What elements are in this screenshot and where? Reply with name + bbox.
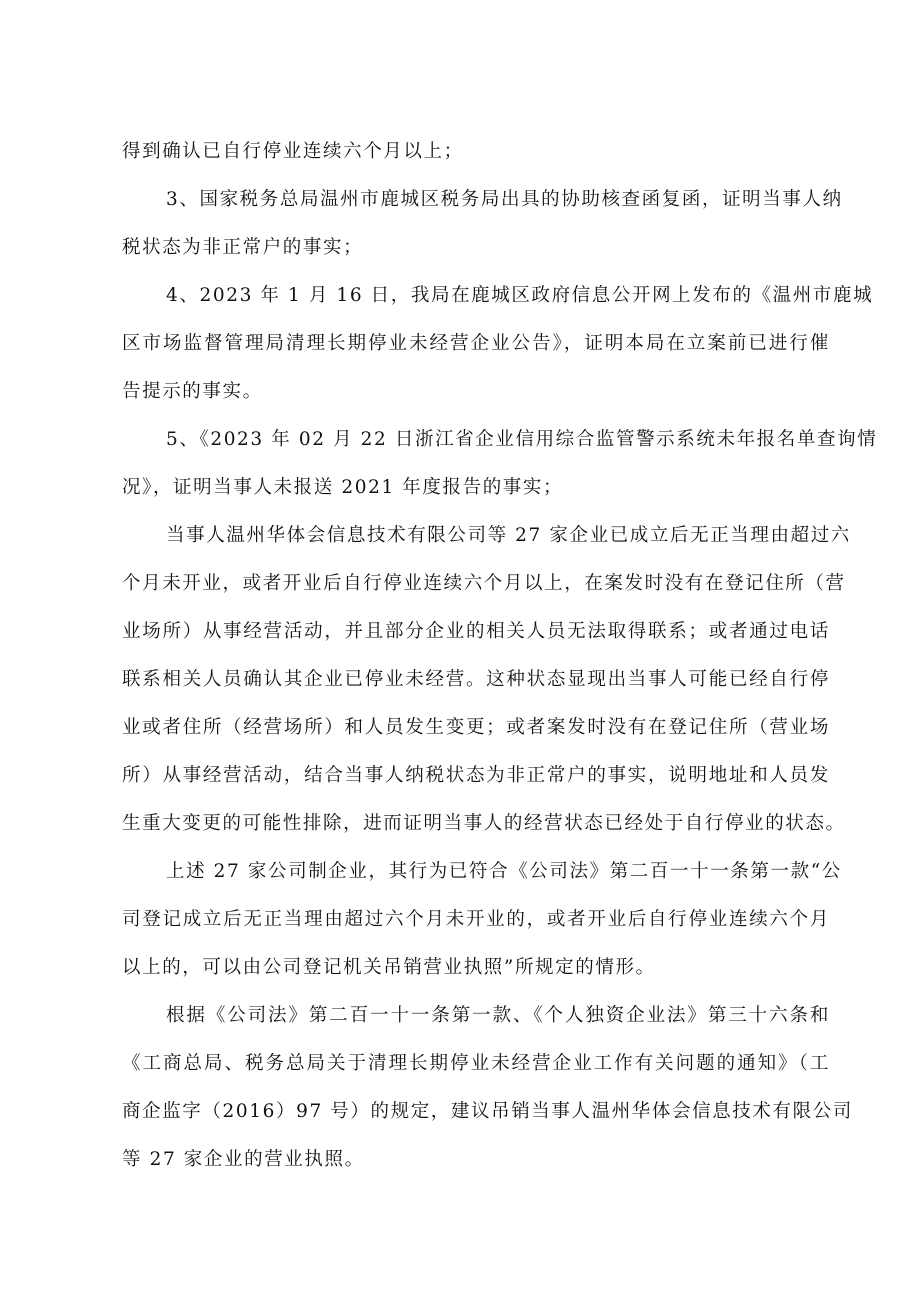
text-line: 况》，证明当事人未报送 2021 年度报告的事实； — [122, 477, 564, 498]
text-line: 个月未开业，或者开业后自行停业连续六个月以上，在案发时没有在登记住所（营 — [122, 573, 846, 594]
text-line: 上述 27 家公司制企业，其行为已符合《公司法》第二百一十一条第一款“公 — [166, 861, 842, 882]
text-line: 等 27 家企业的营业执照。 — [122, 1149, 365, 1170]
text-line: 得到确认已自行停业连续六个月以上； — [122, 141, 464, 162]
text-line: 所）从事经营活动，结合当事人纳税状态为非正常户的事实，说明地址和人员发 — [122, 765, 830, 786]
document-page — [122, 128, 878, 1184]
text-line: 当事人温州华体会信息技术有限公司等 27 家企业已成立后无正当理由超过六 — [166, 525, 851, 546]
text-line: 商企监字（2016）97 号）的规定，建议吊销当事人温州华体会信息技术有限公司 — [122, 1101, 853, 1122]
text-line: 根据《公司法》第二百一十一条第一款、《个人独资企业法》第三十六条和 — [166, 1005, 830, 1026]
text-line: 告提示的事实。 — [122, 381, 263, 402]
text-line: 生重大变更的可能性排除，进而证明当事人的经营状态已经处于自行停业的状态。 — [122, 813, 846, 834]
text-line: 业或者住所（经营场所）和人员发生变更；或者案发时没有在登记住所（营业场 — [122, 717, 830, 738]
text-line: 司登记成立后无正当理由超过六个月未开业的，或者开业后自行停业连续六个月 — [122, 909, 830, 930]
text-line: 联系相关人员确认其企业已停业未经营。这种状态显现出当事人可能已经自行停 — [122, 669, 830, 690]
text-line: 业场所）从事经营活动，并且部分企业的相关人员无法取得联系；或者通过电话 — [122, 621, 830, 642]
text-line: 《工商总局、税务总局关于清理长期停业未经营企业工作有关问题的通知》（工 — [122, 1053, 830, 1074]
text-line: 3、国家税务总局温州市鹿城区税务局出具的协助核查函复函，证明当事人纳 — [166, 189, 843, 210]
text-line: 4、2023 年 1 月 16 日，我局在鹿城区政府信息公开网上发布的《温州市鹿城 — [166, 285, 874, 306]
text-line: 税状态为非正常户的事实； — [122, 237, 364, 258]
text-line: 以上的，可以由公司登记机关吊销营业执照”所规定的情形。 — [122, 957, 656, 978]
text-line: 5、《2023 年 02 月 22 日浙江省企业信用综合监管警示系统未年报名单查询情 — [166, 429, 878, 450]
text-line: 区市场监督管理局清理长期停业未经营企业公告》，证明本局在立案前已进行催 — [122, 333, 830, 354]
